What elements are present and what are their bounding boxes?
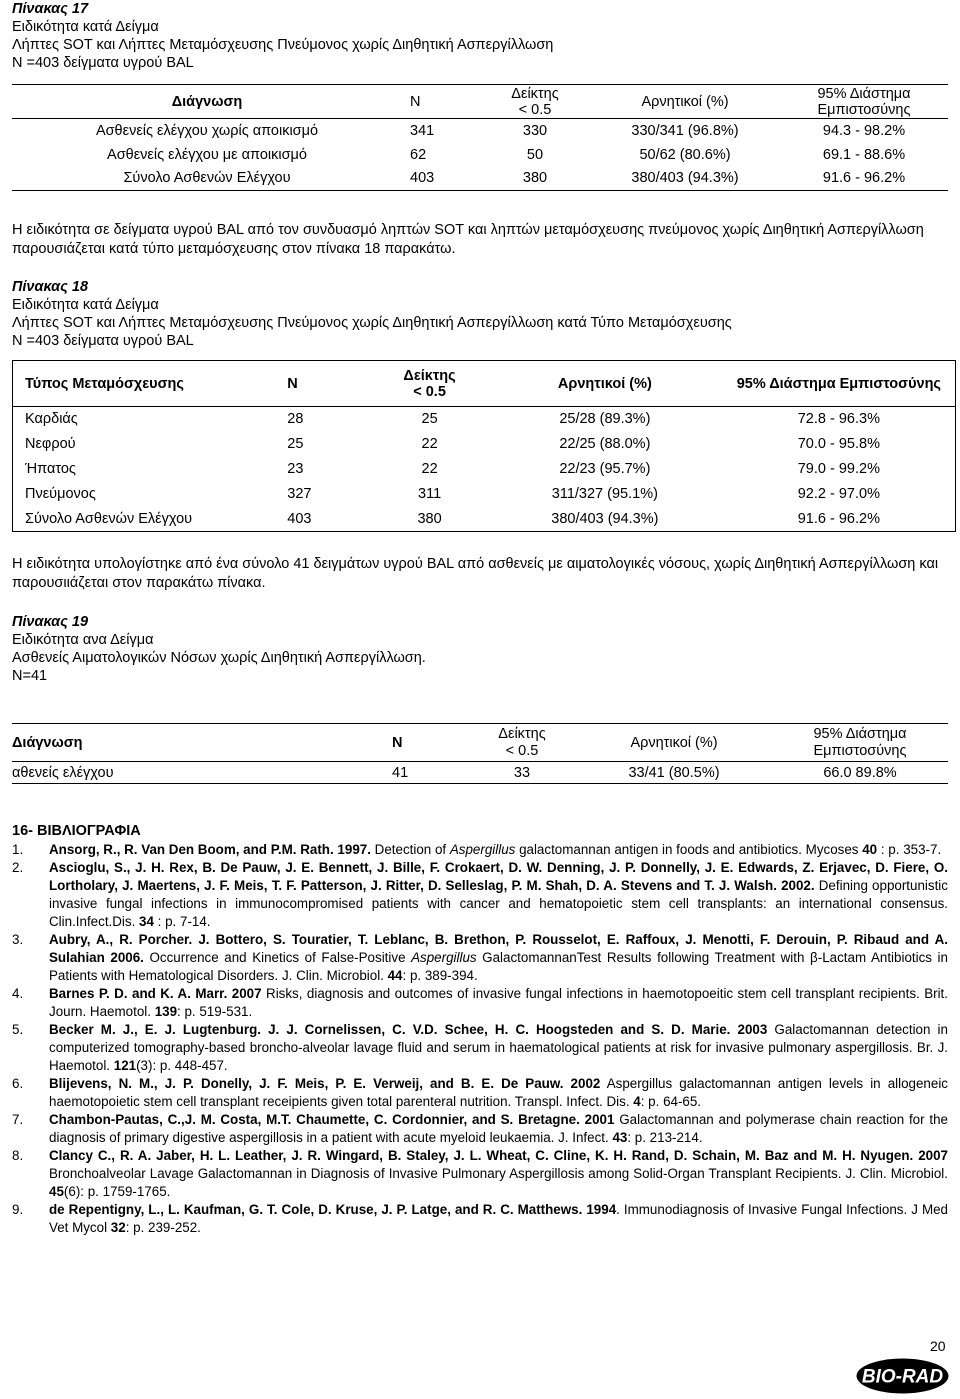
reference-volume: 32 — [110, 1220, 126, 1235]
table17-h-neg: Αρνητικοί (%) — [641, 93, 729, 110]
reference-italic: Aspergillus — [411, 950, 477, 965]
reference-pages: : p. 519-531. — [177, 1004, 253, 1019]
table18-cell: 311 — [418, 486, 442, 502]
paragraph-2: Η ειδικότητα υπολογίστηκε από ένα σύνολο 41 δειγμάτων υγρού BAL από ασθενείς με αιματολογικές νόσους, χωρίς Διηθητική Ασπεργίλλωση και παρουσιιάζεται στον παρακάτω πίνακα. — [12, 556, 939, 591]
table18-subtitle: Ειδικότητα κατά Δείγμα — [12, 297, 159, 313]
table19-h-ci-l2: Εμπιστοσύνης — [813, 742, 907, 759]
table18-cell: 70.0 - 95.8% — [797, 436, 880, 452]
reference-pages: : p. 239-252. — [125, 1220, 201, 1235]
table18-cell: 311/327 (95.1%) — [551, 486, 658, 502]
table19-cell: 33 — [513, 764, 531, 781]
table-row — [12, 143, 948, 167]
reference-number: 5. — [12, 1022, 24, 1037]
table18-h-type: Τύπος Μεταμόσχευσης — [25, 375, 184, 392]
reference-pages: : p. 353-7. — [877, 842, 942, 857]
table19-h-ci-l1: 95% Διάστημα — [813, 725, 907, 742]
reference-number: 7. — [12, 1112, 24, 1127]
table18-title: Πίνακας 18 — [12, 279, 89, 295]
reference-authors: Ansorg, R., R. Van Den Boom, and P.M. Rath. 1997. — [49, 842, 371, 857]
table17-n: N =403 δείγματα υγρού BAL — [12, 55, 194, 71]
reference-text: . Immunodiagnosis of Invasive Fungal Infections. J Med Vet Mycol — [49, 1202, 948, 1235]
table17-h-ci-l2: Εμπιστοσύνης — [817, 101, 911, 118]
table18-cell: 72.8 - 96.3% — [797, 411, 880, 428]
reference-text: GalactomannanTest Results following Treatment with β-Lactam Antibiotics in Patients with Hematological Disorders. J. Clin. Microbiol. — [49, 950, 948, 983]
reference-volume: 139 — [154, 1004, 178, 1019]
table18-cell: 380/403 (94.3%) — [551, 510, 659, 527]
reference-number: 9. — [12, 1202, 24, 1217]
reference-item — [12, 1111, 948, 1147]
table19-caption — [12, 613, 426, 685]
table-row — [13, 482, 956, 507]
reference-volume: 121 — [113, 1058, 137, 1073]
reference-authors: Barnes P. D. and K. A. Marr. 2007 — [49, 986, 262, 1001]
table17-cell: 330/341 (96.8%) — [631, 122, 739, 139]
reference-pages: : p. 389-394. — [402, 968, 478, 983]
table19-subtitle: Ειδικότητα ανα Δείγμα — [12, 632, 154, 648]
table18-header — [13, 361, 956, 407]
table18-caption — [12, 278, 732, 350]
table18-cell: 22/25 (88.0%) — [559, 436, 651, 452]
table19-cell: 41 — [392, 764, 409, 781]
reference-text: Detection of — [370, 842, 450, 857]
table19-header — [12, 724, 948, 762]
reference-number: 6. — [12, 1076, 24, 1091]
table19-desc: Ασθενείς Αιματολογικών Νόσων χωρίς Διηθητική Ασπεργίλλωση. — [12, 650, 426, 666]
reference-authors: Chambon-Pautas, C.,J. M. Costa, M.T. Chaumette, C. Cordonnier, and S. Bretagne. 2001 — [49, 1112, 615, 1127]
reference-number: 2. — [12, 860, 24, 875]
table-row — [12, 762, 948, 784]
table18-cell: 22 — [421, 461, 438, 477]
table17-cell: 50/62 (80.6%) — [639, 146, 731, 163]
table18-cell: 327 — [287, 486, 312, 502]
table18-cell: 28 — [287, 411, 304, 428]
table18-cell: Πνεύμονος — [25, 486, 96, 502]
table-row — [13, 507, 956, 532]
reference-text: Risks, diagnosis and outcomes of invasive fungal infections in haemotopoeitic stem cell transplant recipients. Brit. Journ. Haemotol. — [49, 986, 948, 1019]
references — [12, 822, 948, 1237]
reference-item — [12, 985, 948, 1021]
reference-italic: Aspergillus — [449, 842, 516, 857]
table19-h-ci — [772, 724, 948, 762]
table17-caption — [12, 0, 553, 72]
reference-authors: Blijevens, N. M., J. P. Donelly, J. F. Meis, P. E. Verweij, and B. E. De Pauw. 2002 — [49, 1076, 601, 1091]
table18-n: N =403 δείγματα υγρού BAL — [12, 333, 194, 349]
reference-volume: 44 — [387, 968, 403, 983]
reference-text: Occurrence and Kinetics of False-Positive — [143, 950, 412, 965]
reference-pages: : p. 7-14. — [153, 914, 211, 929]
table19-n: N=41 — [12, 668, 48, 684]
table17-cell: 91.6 - 96.2% — [822, 170, 906, 187]
page-number: 20 — [930, 1338, 946, 1354]
table19-h-neg: Αρνητικοί (%) — [630, 734, 718, 751]
reference-text: Defining opportunistic invasive fungal infections in immunocompromised patients with cancer and hematopoietic stem cell transplants: an international consensus. Clin.Infect.Dis. — [49, 878, 948, 929]
table18-cell: 25 — [421, 411, 438, 428]
table18-cell: 380 — [417, 510, 442, 527]
table-row — [13, 432, 956, 457]
table18-cell: 25/28 (89.3%) — [559, 411, 651, 428]
table17-cell: Ασθενείς ελέγχου χωρίς αποικισμό — [95, 122, 319, 139]
reference-authors: de Repentigny, L., L. Kaufman, G. T. Cole, D. Kruse, J. P. Latge, and R. C. Matthews. 1994 — [49, 1202, 617, 1217]
table18-cell: 25 — [287, 436, 304, 452]
paragraph-1: Η ειδικότητα σε δείγματα υγρού BAL από τον συνδυασμό ληπτών SOT και ληπτών μεταμόσχευσης πνεύμονος χωρίς Διηθητική Ασπεργίλλωση παρουσιάζεται κατά τύπο μεταμόσχευσης στον πίνακα 18 παρακάτω. — [12, 222, 924, 257]
table17-cell: 50 — [526, 146, 544, 163]
table17-cell: 94.3 - 98.2% — [822, 122, 906, 139]
bio-rad-logo-text: BIO-RAD — [861, 1366, 944, 1388]
table18-cell: Νεφρού — [25, 436, 76, 452]
table18-cell: Ήπατος — [25, 461, 76, 477]
table17-desc: Λήπτες SOT και Λήπτες Μεταμόσχευσης Πνεύμονος χωρίς Διηθητική Ασπεργίλλωση — [12, 37, 554, 53]
table17-h-n: N — [410, 93, 421, 110]
reference-item — [12, 1021, 948, 1075]
table18-desc: Λήπτες SOT και Λήπτες Μεταμόσχευσης Πνεύμονος χωρίς Διηθητική Ασπεργίλλωση κατά Τύπο Μεταμόσχευσης — [12, 315, 732, 331]
reference-pages: (6): p. 1759-1765. — [63, 1184, 171, 1199]
table18-cell: Καρδιάς — [25, 411, 78, 428]
table18-cell: Σύνολο Ασθενών Ελέγχου — [25, 510, 193, 527]
reference-number: 3. — [12, 932, 24, 947]
table18-h-index-l2: < 0.5 — [413, 383, 446, 400]
reference-volume: 45 — [49, 1184, 64, 1199]
reference-item — [12, 859, 948, 931]
reference-text: Aspergillus galactomannan antigen levels in allogeneic haemotopoietic stem cell transplant receipients given total parenteral nutrition. Transpl. Infect. Dis. — [49, 1076, 948, 1109]
references-heading: 16- ΒΙΒΛΙΟΓΡΑΦΙΑ — [12, 823, 141, 839]
table-row — [13, 407, 956, 432]
table17-header — [12, 85, 948, 119]
reference-authors: Becker M. J., E. J. Lugtenburg. J. J. Cornelissen, C. V.D. Schee, H. C. Hoogsteden and S. D. Marie. 2003 — [49, 1022, 768, 1037]
table17-h-index — [480, 85, 590, 119]
table-row — [12, 119, 948, 143]
table17 — [12, 84, 948, 191]
table18-h-neg: Αρνητικοί (%) — [557, 375, 652, 392]
reference-authors: Ascioglu, S., J. H. Rex, B. De Pauw, J. E. Bennett, J. Bille, F. Crokaert, D. W. Denning, J. P. Donnelly, J. E. Edwards, Z. Erjavec, D. Fiere, O. Lortholary, J. Maertens, J. F. Meis, T. F. Patterson, J. Ritter, D. Selleslag, P. M. Shah, D. A. Stevens and T. J. Walsh. 2002. — [49, 860, 948, 893]
reference-item — [12, 1075, 948, 1111]
table18-cell: 91.6 - 96.2% — [797, 510, 880, 527]
table19-h-index-l2: < 0.5 — [505, 742, 539, 759]
reference-item — [12, 841, 948, 859]
table17-cell: 380/403 (94.3%) — [631, 170, 739, 187]
table18-h-index — [372, 361, 487, 407]
reference-pages: : p. 64-65. — [640, 1094, 702, 1109]
table19-title: Πίνακας 19 — [12, 614, 89, 630]
table17-subtitle: Ειδικότητα κατά Δείγμα — [12, 19, 159, 35]
reference-item — [12, 1201, 948, 1237]
table19-cell: 33/41 (80.5%) — [628, 764, 720, 781]
table17-cell: 62 — [410, 146, 427, 163]
table19-h-diagnosis: Διάγνωση — [12, 734, 83, 751]
table17-title: Πίνακας 17 — [12, 1, 89, 17]
table18-cell: 23 — [287, 461, 304, 477]
reference-volume: 40 — [862, 842, 878, 857]
table17-cell: 341 — [410, 122, 435, 139]
reference-number: 8. — [12, 1148, 24, 1163]
table18-h-ci: 95% Διάστημα Εμπιστοσύνης — [736, 375, 941, 392]
references-list — [12, 841, 948, 1237]
table19-h-index-l1: Δείκτης — [498, 725, 546, 742]
table19 — [12, 723, 948, 784]
table18-cell: 403 — [287, 510, 312, 527]
table17-h-index-l2: < 0.5 — [518, 101, 552, 118]
reference-item — [12, 931, 948, 985]
reference-item — [12, 1147, 948, 1201]
reference-text: Bronchoalveolar Lavage Galactomannan in Diagnosis of Invasive Pulmonary Aspergillosis among Solid-Organ Transplant Recipients. J. Clin. Microbiol. — [49, 1166, 948, 1181]
table19-cell: αθενείς ελέγχου — [12, 764, 114, 781]
table18-cell: 92.2 - 97.0% — [797, 486, 880, 502]
table18 — [12, 360, 956, 532]
table18-h-n: N — [287, 375, 298, 392]
table17-h-diagnosis: Διάγνωση — [171, 93, 243, 110]
reference-text: Galactomannan and polymerase chain reaction for the diagnosis of primary digestive aspergillosis in a patient with acute myeloid leukaemia. J. Infect. — [49, 1112, 948, 1145]
table19-h-index — [468, 724, 576, 762]
table17-cell: 330 — [522, 122, 548, 139]
table17-cell: 69.1 - 88.6% — [822, 146, 906, 163]
table17-cell: 380 — [522, 170, 548, 187]
table-row — [13, 457, 956, 482]
reference-text: galactomannan antigen in foods and antibiotics. Mycoses — [515, 842, 863, 857]
table17-cell: Σύνολο Ασθενών Ελέγχου — [123, 170, 291, 187]
table17-h-ci-l1: 95% Διάστημα — [817, 85, 911, 102]
table17-cell: Ασθενείς ελέγχου με αποικισμό — [107, 146, 307, 163]
reference-volume: 34 — [139, 914, 154, 929]
bio-rad-logo-graphic — [855, 1357, 950, 1395]
reference-authors: Clancy C., R. A. Jaber, H. L. Leather, J. R. Wingard, B. Staley, J. L. Wheat, C. Cline, K. H. Rand, D. Schain, M. Baz and M. H. Nyugen. 2007 — [49, 1148, 948, 1163]
table-row — [12, 167, 948, 191]
bio-rad-logo — [855, 1357, 950, 1395]
table17-cell: 403 — [410, 170, 435, 187]
reference-pages: : p. 213-214. — [627, 1130, 703, 1145]
table18-cell: 22 — [421, 436, 438, 452]
table19-h-n: N — [392, 734, 403, 751]
table17-h-ci — [780, 85, 948, 119]
reference-authors: Aubry, A., R. Porcher. J. Bottero, S. Touratier, T. Leblanc, B. Brethon, P. Rousselot, E. Raffoux, J. Menotti, F. Derouin, P. Ribaud and A. Sulahian 2006. — [49, 932, 948, 965]
reference-text: Galactomannan detection in computerized tomography-based broncho-alveolar lavage fluid and serum in haematological patients at risk for invasive pulmonary aspergillosis. Br. J. Haemotol. — [49, 1022, 948, 1073]
reference-number: 4. — [12, 986, 24, 1001]
table18-h-index-l1: Δείκτης — [403, 367, 456, 384]
reference-volume: 4 — [633, 1094, 641, 1109]
reference-volume: 43 — [612, 1130, 628, 1145]
table18-cell: 79.0 - 99.2% — [797, 461, 880, 477]
table19-cell: 66.0 89.8% — [823, 764, 897, 781]
reference-pages: (3): p. 448-457. — [136, 1058, 228, 1073]
table17-h-index-l1: Δείκτης — [511, 85, 559, 102]
reference-number: 1. — [12, 842, 24, 857]
table18-cell: 22/23 (95.7%) — [559, 461, 651, 477]
